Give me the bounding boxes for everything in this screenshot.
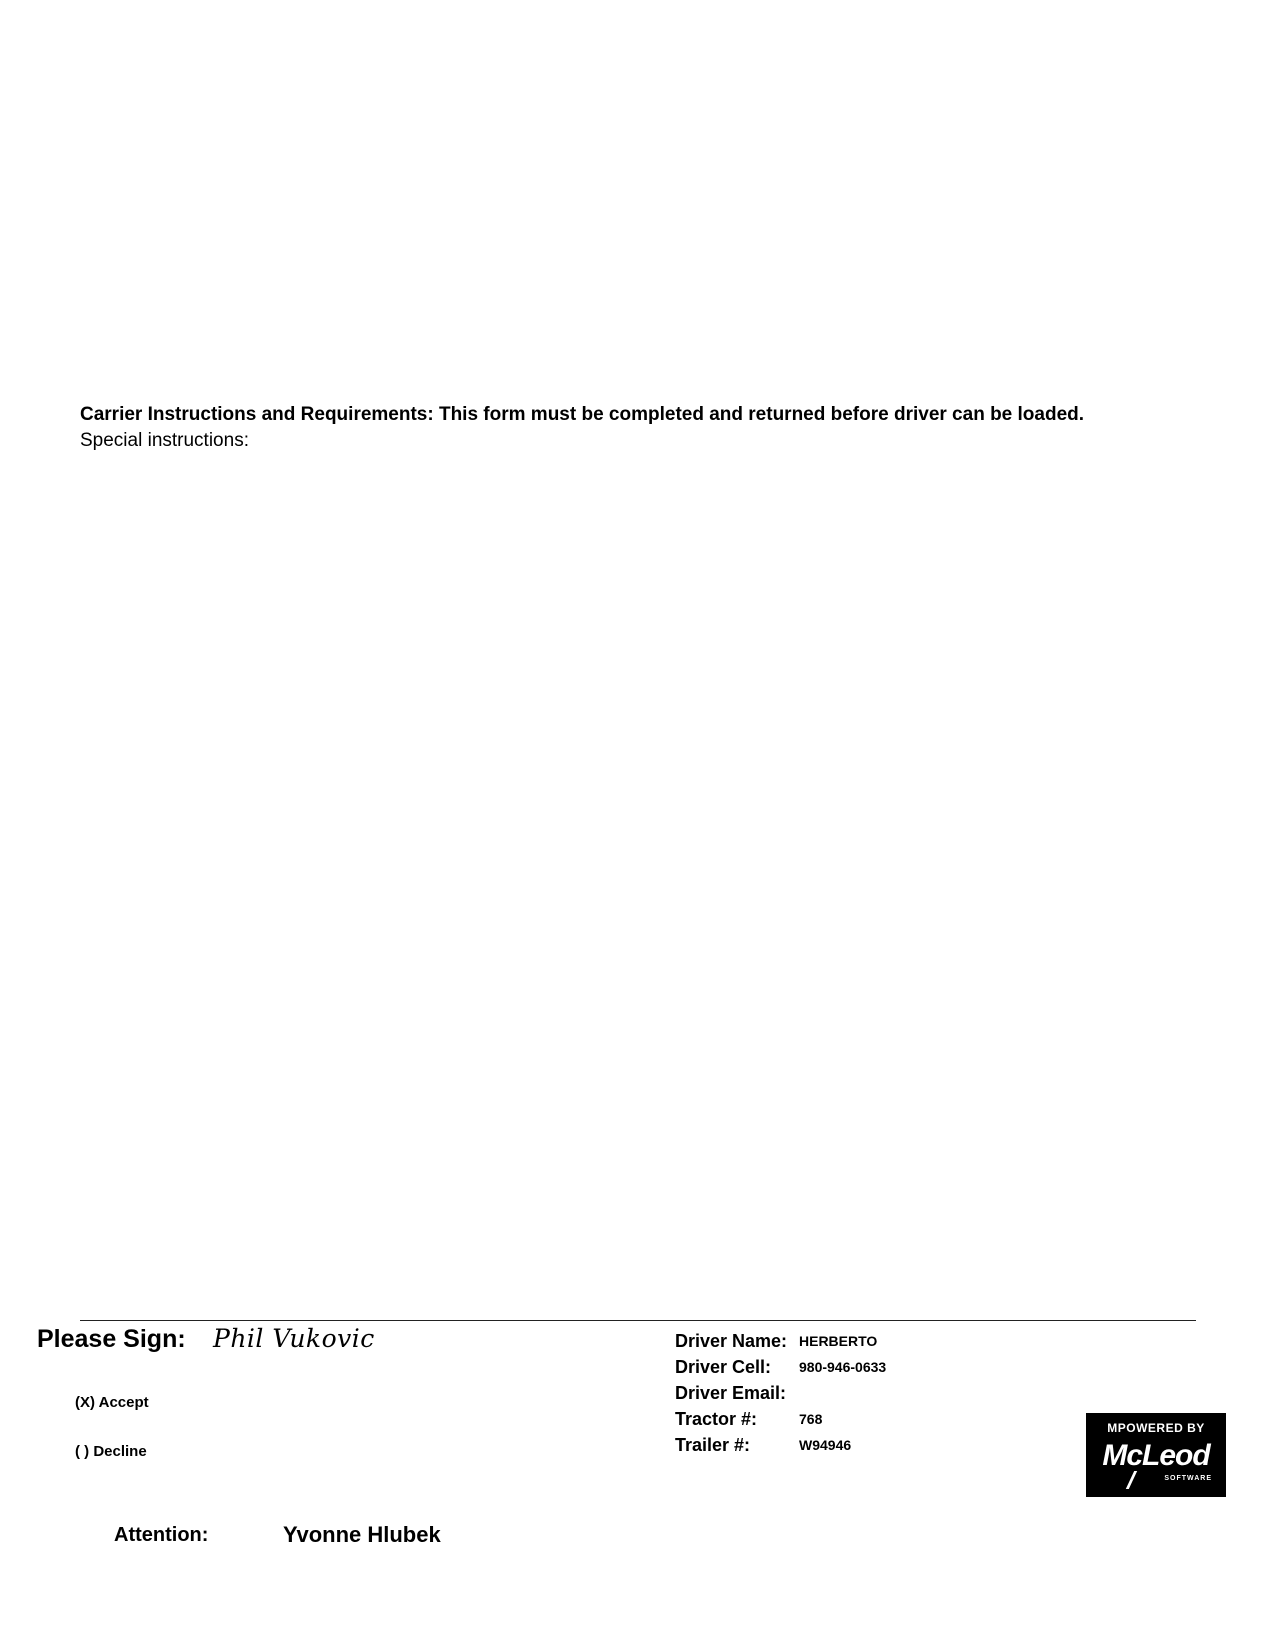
- attention-label: Attention:: [114, 1524, 209, 1546]
- signature-divider: [80, 1320, 1196, 1321]
- driver-cell-value: 980-946-0633: [799, 1359, 887, 1375]
- logo-top-text: MPOWERED BY: [1107, 1421, 1205, 1435]
- decline-option[interactable]: ( ) Decline: [75, 1443, 147, 1460]
- driver-email-label: Driver Email:: [675, 1383, 787, 1403]
- logo-sub-text: SOFTWARE: [1164, 1475, 1212, 1482]
- driver-cell-label: Driver Cell:: [675, 1357, 772, 1377]
- driver-name-value: HERBERTO: [799, 1333, 878, 1349]
- driver-name-label: Driver Name:: [675, 1331, 788, 1351]
- special-instructions-label: Special instructions:: [80, 430, 249, 451]
- tractor-value: 768: [799, 1411, 823, 1427]
- please-sign-label: Please Sign:: [37, 1325, 186, 1353]
- accept-option[interactable]: (X) Accept: [75, 1394, 149, 1411]
- mcleod-logo: [1086, 1413, 1226, 1497]
- trailer-label: Trailer #:: [675, 1435, 751, 1455]
- tractor-label: Tractor #:: [675, 1409, 758, 1429]
- attention-value: Yvonne Hlubek: [283, 1522, 441, 1547]
- instructions-heading: Carrier Instructions and Requirements: This form must be completed and returned before driver can be loaded.: [80, 404, 1085, 425]
- signature[interactable]: Phil Vukovic: [213, 1324, 375, 1353]
- logo-slash-mark: [1126, 1471, 1137, 1489]
- logo-main-text: McLeod: [1102, 1439, 1210, 1472]
- trailer-value: W94946: [799, 1437, 852, 1453]
